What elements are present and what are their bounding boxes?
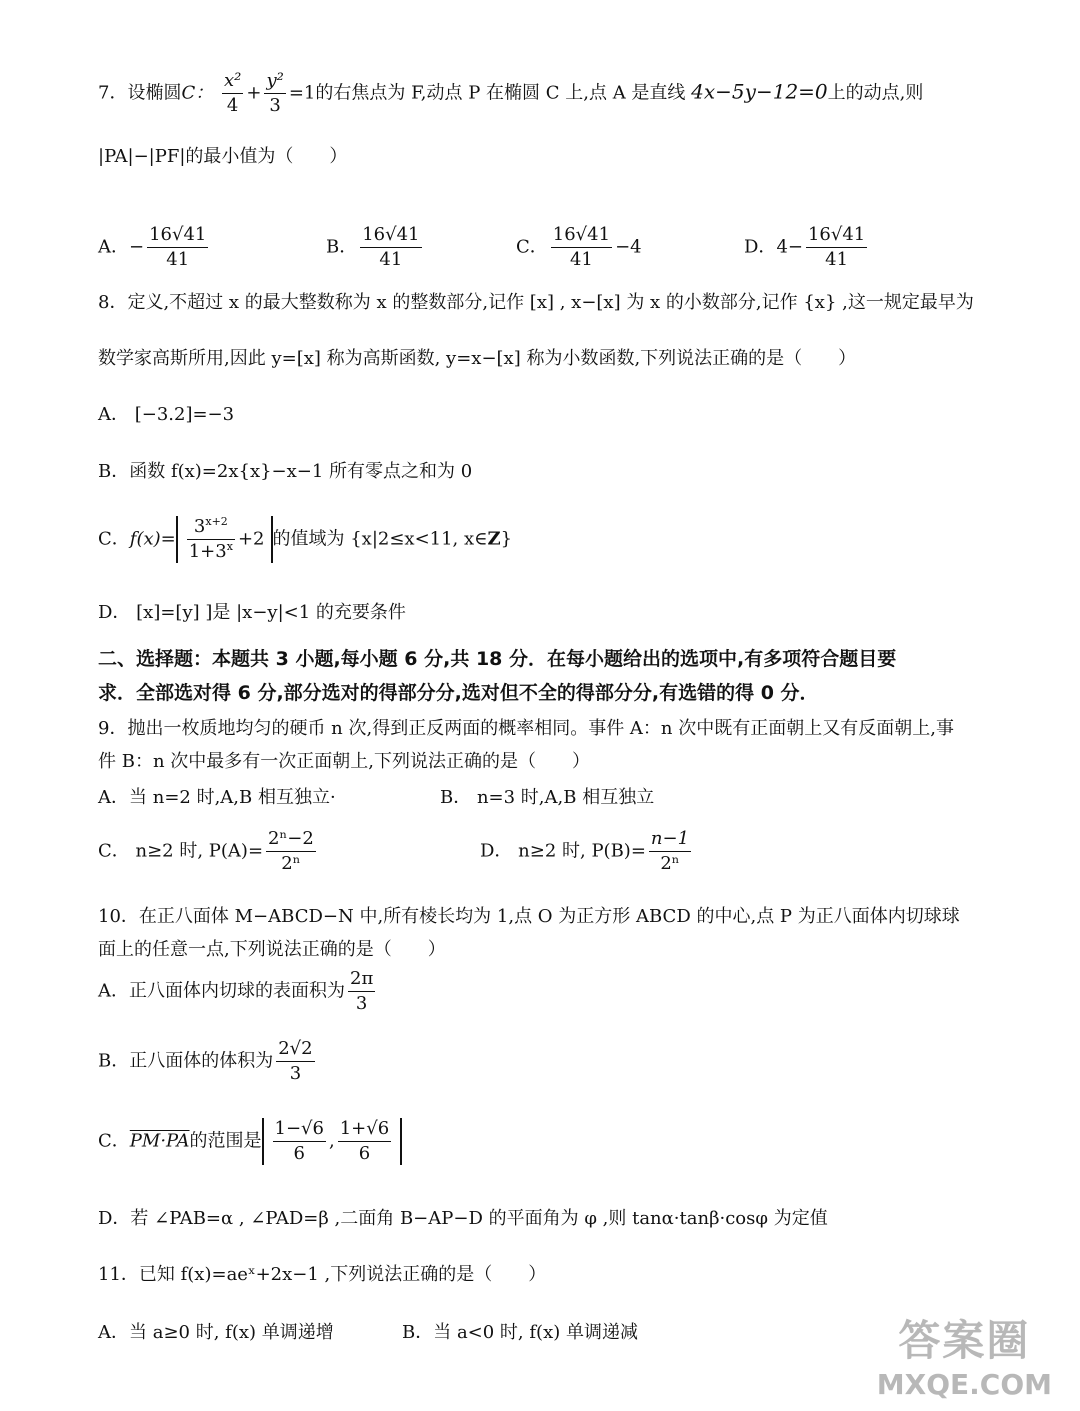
- q10-option-a: A．正八面体内切球的表面积为 $\frac{2\pi}{3}$: [98, 968, 374, 1014]
- q9-option-c: C． n≥2 时, P(A)= $\frac{\text{2ⁿ−2}}{\text{2ⁿ}}$: [98, 828, 314, 874]
- q7-frac-y: $\frac{\text{y²}}{3}$: [266, 70, 284, 116]
- q11-line1: 11．已知 f(x)=aeˣ+2x−1 ,下列说法正确的是（ ）: [98, 1264, 547, 1285]
- q10-option-c: C．PM·PA的范围是 $\frac{1-√6}{6}$ , $\frac{1+√6}{6}$: [98, 1118, 402, 1165]
- q7-options: [98, 210, 998, 270]
- q8-option-b: B．函数 f(x)=2x{x}−x−1 所有零点之和为 0: [98, 461, 473, 482]
- q8-option-a: A． [−3.2]=−3: [98, 404, 235, 425]
- q7-line1: 7．设椭圆C： $\frac{\text{x²}}{4}$ + $\frac{\text{y²}}{3}$ =1的右焦点为 F,动点 P 在椭圆 C 上,点 A 是直线 4x−5y−12=0上的动点,则: [98, 70, 924, 116]
- q9-option-b: B． n=3 时,A,B 相互独立: [440, 787, 655, 808]
- watermark-logo: 答案圈 MXQE.COM: [876, 1316, 1052, 1401]
- q10-option-b: B．正八面体的体积为 $\frac{2√2}{3}$: [98, 1038, 313, 1084]
- section2-line2: 求．全部选对得 6 分,部分选对的得部分分,选对但不全的得部分分,有选错的得 0 分．: [98, 682, 819, 704]
- q7-option-c: C． $\frac{16√41}{41}$ −4: [516, 224, 642, 270]
- q7-frac-x: $\frac{\text{x²}}{4}$: [223, 70, 242, 116]
- q9-line2: 件 B：n 次中最多有一次正面朝上,下列说法正确的是（ ）: [98, 751, 590, 772]
- q8-bracket: $\frac{3^{x+2}}{1+3^x}$ +2: [176, 516, 273, 563]
- q8-line1: 8．定义,不超过 x 的最大整数称为 x 的整数部分,记作 [x] , x−[x] 为 x 的小数部分,记作 {x} ,这一规定最早为: [98, 292, 974, 313]
- q8-line2: 数学家高斯所用,因此 y=[x] 称为高斯函数, y=x−[x] 称为小数函数,下列说法正确的是（ ）: [98, 348, 857, 369]
- q9-line1: 9．抛出一枚质地均匀的硬币 n 次,得到正反两面的概率相同。事件 A：n 次中既有正面朝上又有反面朝上,事: [98, 718, 954, 739]
- q7-option-d: D．4− $\frac{16√41}{41}$: [744, 224, 866, 270]
- q8-option-c: C．f(x)= $\frac{3^{x+2}}{1+3^x}$ +2 的值域为 {x|2≤x<11, x∈Z}: [98, 515, 513, 562]
- q8-option-d: D． [x]=[y] ]是 |x−y|<1 的充要条件: [98, 602, 406, 623]
- q10-line2: 面上的任意一点,下列说法正确的是（ ）: [98, 939, 446, 960]
- q9-option-d: D． n≥2 时, P(B)= $\frac{n-1}{\text{2ⁿ}}$: [480, 828, 690, 874]
- q10-range-bracket: $\frac{1-√6}{6}$ , $\frac{1+√6}{6}$: [262, 1118, 403, 1165]
- q10-option-d: D．若 ∠PAB=α , ∠PAD=β ,二面角 B−AP−D 的平面角为 φ ,则 tanα·tanβ·cosφ 为定值: [98, 1208, 828, 1229]
- q9-option-a: A．当 n=2 时,A,B 相互独立·: [98, 787, 336, 808]
- q7-option-b: B． $\frac{16√41}{41}$: [326, 224, 420, 270]
- q7-option-a: A．− $\frac{16√41}{41}$: [98, 224, 207, 270]
- q7-line2: |PA|−|PF|的最小值为（ ）: [98, 146, 348, 167]
- section2-line1: 二、选择题：本题共 3 小题,每小题 6 分,共 18 分．在每小题给出的选项中,有多项符合题目要: [98, 648, 897, 670]
- q11-option-b: B．当 a<0 时, f(x) 单调递减: [402, 1322, 638, 1343]
- q11-option-a: A．当 a≥0 时, f(x) 单调递增: [98, 1322, 334, 1343]
- q10-line1: 10．在正八面体 M−ABCD−N 中,所有棱长均为 1,点 O 为正方形 ABCD 的中心,点 P 为正八面体内切球球: [98, 906, 960, 927]
